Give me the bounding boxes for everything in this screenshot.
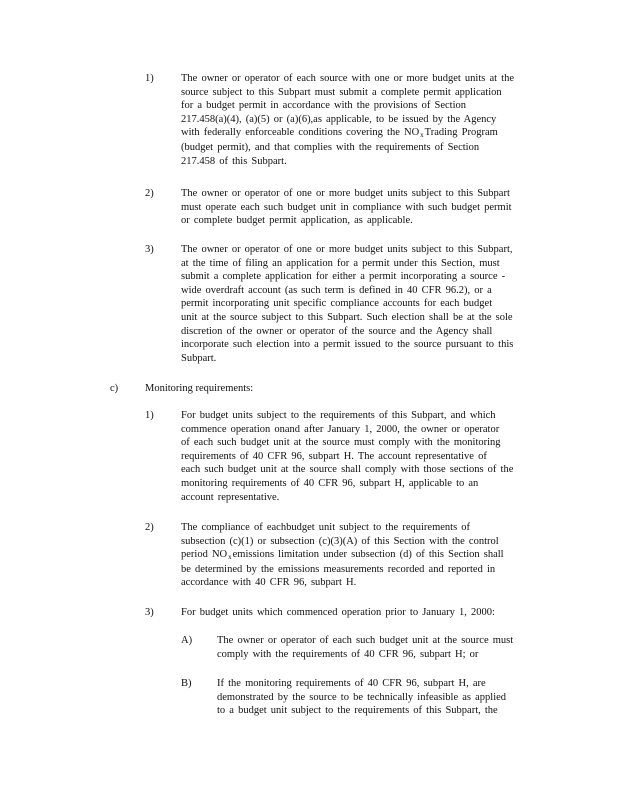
text-line: subsection (c)(1) or subsection (c)(3)(A) of this Section with the control xyxy=(181,535,499,547)
text-line: incorporate such election into a permit issued to the source pursuant to this xyxy=(181,339,514,351)
subitem-letter: A) xyxy=(181,635,193,646)
text-fragment: emissions limitation under subsection (d) of this Section shall xyxy=(232,549,504,561)
text-line: demonstrated by the source to be technically infeasible as applied xyxy=(217,691,507,703)
subitem-letter: B) xyxy=(181,678,192,689)
text-line: for a budget permit in accordance with the provisions of Section xyxy=(181,100,467,112)
paragraph-c1 xyxy=(181,409,538,504)
text-line xyxy=(181,126,538,141)
text-line: to a budget unit subject to the requirements of this Subpart, the xyxy=(217,705,498,717)
text-line: If the monitoring requirements of 40 CFR 96, subpart H, are xyxy=(217,678,486,689)
text-line: monitoring requirements of 40 CFR 96, subpart H, applicable to an xyxy=(181,477,479,489)
text-line: be determined by the emissions measurements recorded and reported in xyxy=(181,563,496,575)
text-line: The owner or operator of each source with one or more budget units at the xyxy=(181,73,514,84)
item-number: 3) xyxy=(145,607,154,618)
text-line: source subject to this Subpart must submit a complete permit application xyxy=(181,86,502,98)
text-line: at the time of filing an application for a permit under this Section, must xyxy=(181,257,500,269)
paragraph-c3 xyxy=(181,606,538,620)
text-fragment: period NO xyxy=(181,549,228,561)
item-number: 3) xyxy=(145,244,154,255)
text-line: each such budget unit at the source shall comply with those sections of the xyxy=(181,464,514,476)
text-line: wide overdraft account (as such term is defined in 40 CFR 96.2), or a xyxy=(181,284,492,296)
text-line: comply with the requirements of 40 CFR 96, subpart H; or xyxy=(217,648,479,660)
item-number: 2) xyxy=(145,522,154,533)
text-line: unit at the source subject to this Subpart. Such election shall be at the sole xyxy=(181,311,513,323)
text-line: accordance with 40 CFR 96, subpart H. xyxy=(181,577,357,589)
text-line: of each such budget unit at the source must comply with the monitoring xyxy=(181,437,501,449)
text-line: 217.458(a)(4), (a)(5) or (a)(6),as applicable, to be issued by the Agency xyxy=(181,113,497,125)
text-line: (budget permit), and that complies with the requirements of Section xyxy=(181,141,480,153)
paragraph-b3 xyxy=(181,243,538,365)
subscript-x: x xyxy=(420,131,424,140)
section-heading: Monitoring requirements: xyxy=(145,383,254,394)
item-number: 1) xyxy=(145,73,154,84)
text-fragment: Trading Program xyxy=(424,127,498,139)
text-line: permit incorporating unit specific compliance accounts for each budget xyxy=(181,298,493,310)
text-line: commence operation onand after January 1, 2000, the owner or operator xyxy=(181,423,500,435)
text-line: For budget units subject to the requirements of this Subpart, and which xyxy=(181,410,496,421)
text-line: The owner or operator of one or more budget units subject to this Subpart xyxy=(181,188,510,199)
text-line: or complete budget permit application, as applicable. xyxy=(181,215,413,227)
text-line xyxy=(181,548,538,563)
item-number: 2) xyxy=(145,188,154,199)
paragraph-c3a xyxy=(217,634,535,661)
text-line: submit a complete application for either a permit incorporating a source - xyxy=(181,271,506,283)
text-line: The compliance of eachbudget unit subject to the requirements of xyxy=(181,522,471,533)
text-fragment: with federally enforceable conditions covering the NO xyxy=(181,127,420,139)
text-line: discretion of the owner or operator of the source and the Agency shall xyxy=(181,325,493,337)
text-line: account representative. xyxy=(181,491,280,503)
text-line: For budget units which commenced operation prior to January 1, 2000: xyxy=(181,607,495,618)
text-line: 217.458 of this Subpart. xyxy=(181,155,287,167)
text-line: Subpart. xyxy=(181,352,217,364)
paragraph-b1 xyxy=(181,72,538,168)
text-line: The owner or operator of each such budget unit at the source must xyxy=(217,635,514,646)
paragraph-c2 xyxy=(181,521,538,590)
item-number: 1) xyxy=(145,410,154,421)
subscript-x: x xyxy=(228,553,232,562)
paragraph-c3b xyxy=(217,677,535,718)
paragraph-b2 xyxy=(181,187,538,228)
text-line: The owner or operator of one or more budget units subject to this Subpart, xyxy=(181,244,513,255)
text-line: requirements of 40 CFR 96, subpart H. The account representative of xyxy=(181,450,487,462)
text-line: must operate each such budget unit in compliance with such budget permit xyxy=(181,201,512,213)
section-letter: c) xyxy=(110,383,119,394)
